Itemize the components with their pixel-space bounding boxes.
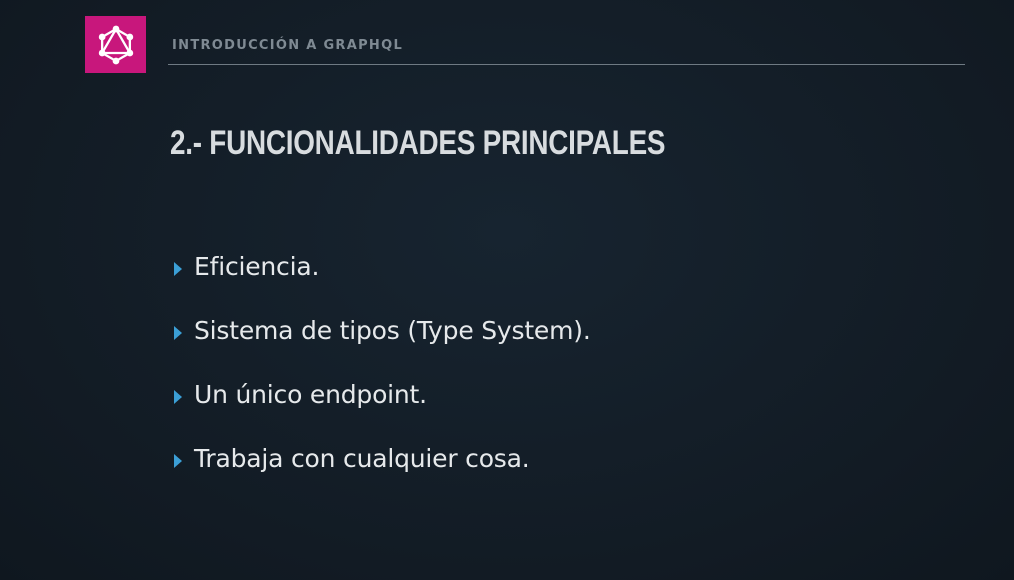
bullet-text: Eficiencia. [194,252,320,281]
triangle-right-icon [174,390,182,404]
bullet-text: Trabaja con cualquier cosa. [194,444,530,473]
course-title: INTRODUCCIÓN A GRAPHQL [172,38,404,53]
bullet-text: Un único endpoint. [194,380,427,409]
triangle-right-icon [174,454,182,468]
bullet-item [174,314,591,347]
bullet-item [174,250,591,283]
bullet-item [174,378,591,411]
graphql-logo [85,16,146,73]
triangle-right-icon [174,262,182,276]
graphql-logo-icon [95,24,137,66]
bullet-item [174,442,591,475]
bullet-text: Sistema de tipos (Type System). [194,316,591,345]
bullet-list [174,250,591,506]
slide-title: 2.- FUNCIONALIDADES PRINCIPALES [170,124,666,162]
triangle-right-icon [174,326,182,340]
header-divider [168,64,965,65]
